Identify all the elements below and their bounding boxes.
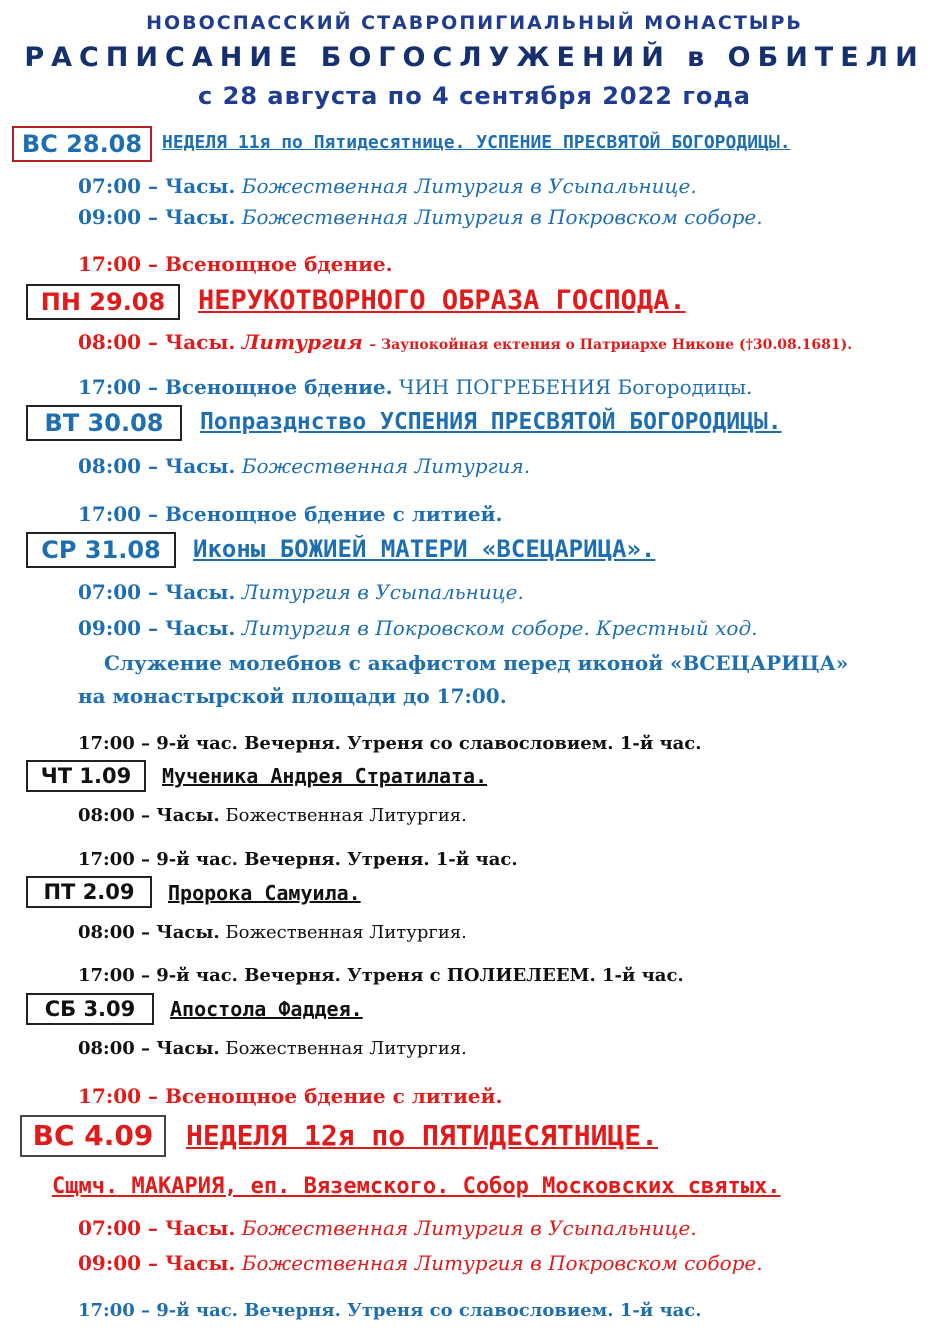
day-label-mon-29: ПН 29.08 — [26, 284, 180, 320]
feast-title-thu-1: Мученика Андрея Стратилата. — [162, 764, 488, 788]
feast-subtitle-sun-4: Сщмч. МАКАРИЯ, еп. Вяземского. Собор Московских святых. — [52, 1174, 781, 1199]
feast-title-mon-29: НЕРУКОТВОРНОГО ОБРАЗА ГОСПОДА. — [198, 285, 686, 316]
day-label-sun-28: ВС 28.08 — [12, 126, 152, 162]
service-line: 17:00 – 9-й час. Вечерня. Утреня с ПОЛИЕЛЕЕМ. 1-й час. — [78, 965, 684, 986]
service-line: 17:00 – Всенощное бдение. ЧИН ПОГРЕБЕНИЯ Богородицы. — [78, 375, 753, 399]
service-line: 07:00 – Часы. Литургия в Усыпальнице. — [78, 580, 524, 604]
service-line: Служение молебнов с акафистом перед иконой «ВСЕЦАРИЦА» — [104, 651, 849, 675]
feast-title-sun-4: НЕДЕЛЯ 12я по ПЯТИДЕСЯТНИЦЕ. — [186, 1119, 659, 1152]
service-line: 09:00 – Часы. Божественная Литургия в Покровском соборе. — [78, 1251, 763, 1275]
day-label-sat-3: СБ 3.09 — [26, 993, 154, 1025]
day-label-fri-2: ПТ 2.09 — [26, 876, 152, 908]
service-line: 17:00 – Всенощное бдение с литией. — [78, 502, 503, 526]
schedule-title: РАСПИСАНИЕ БОГОСЛУЖЕНИЙ в ОБИТЕЛИ — [24, 42, 925, 73]
service-line: 08:00 – Часы. Литургия – Заупокойная ектения о Патриархе Никоне (†30.08.1681). — [78, 330, 853, 354]
service-line: 17:00 – 9-й час. Вечерня. Утреня. 1-й час. — [78, 849, 518, 870]
day-label-thu-1: ЧТ 1.09 — [26, 760, 146, 792]
feast-title-sun-28: НЕДЕЛЯ 11я по Пятидесятнице. УСПЕНИЕ ПРЕСВЯТОЙ БОГОРОДИЦЫ. — [162, 132, 791, 153]
service-line: 08:00 – Часы. Божественная Литургия. — [78, 805, 467, 826]
service-line: 09:00 – Часы. Литургия в Покровском соборе. Крестный ход. — [78, 616, 758, 640]
feast-title-fri-2: Пророка Самуила. — [168, 881, 361, 905]
service-line: 17:00 – Всенощное бдение. — [78, 252, 393, 276]
service-line: на монастырской площади до 17:00. — [78, 684, 507, 708]
service-line: 07:00 – Часы. Божественная Литургия в Усыпальнице. — [78, 1216, 697, 1240]
service-line: 17:00 – 9-й час. Вечерня. Утреня со славословием. 1-й час. — [78, 1300, 702, 1321]
service-line: 09:00 – Часы. Божественная Литургия в Покровском соборе. — [78, 205, 763, 229]
monastery-name: НОВОСПАССКИЙ СТАВРОПИГИАЛЬНЫЙ МОНАСТЫРЬ — [146, 12, 803, 34]
service-line: 08:00 – Часы. Божественная Литургия. — [78, 1038, 467, 1059]
service-line: 07:00 – Часы. Божественная Литургия в Усыпальнице. — [78, 174, 697, 198]
service-line: 17:00 – Всенощное бдение с литией. — [78, 1084, 503, 1108]
service-line: 08:00 – Часы. Божественная Литургия. — [78, 454, 531, 478]
day-label-tue-30: ВТ 30.08 — [26, 405, 182, 441]
service-line: 17:00 – 9-й час. Вечерня. Утреня со славословием. 1-й час. — [78, 733, 702, 754]
feast-title-sat-3: Апостола Фаддея. — [170, 997, 363, 1021]
day-label-sun-4: ВС 4.09 — [20, 1115, 166, 1157]
feast-title-tue-30: Попразднство УСПЕНИЯ ПРЕСВЯТОЙ БОГОРОДИЦЫ. — [200, 409, 782, 435]
schedule-dates: с 28 августа по 4 сентября 2022 года — [198, 82, 751, 110]
feast-title-wed-31: Иконы БОЖИЕЙ МАТЕРИ «ВСЕЦАРИЦА». — [193, 535, 656, 563]
service-line: 08:00 – Часы. Божественная Литургия. — [78, 922, 467, 943]
day-label-wed-31: СР 31.08 — [26, 532, 176, 568]
